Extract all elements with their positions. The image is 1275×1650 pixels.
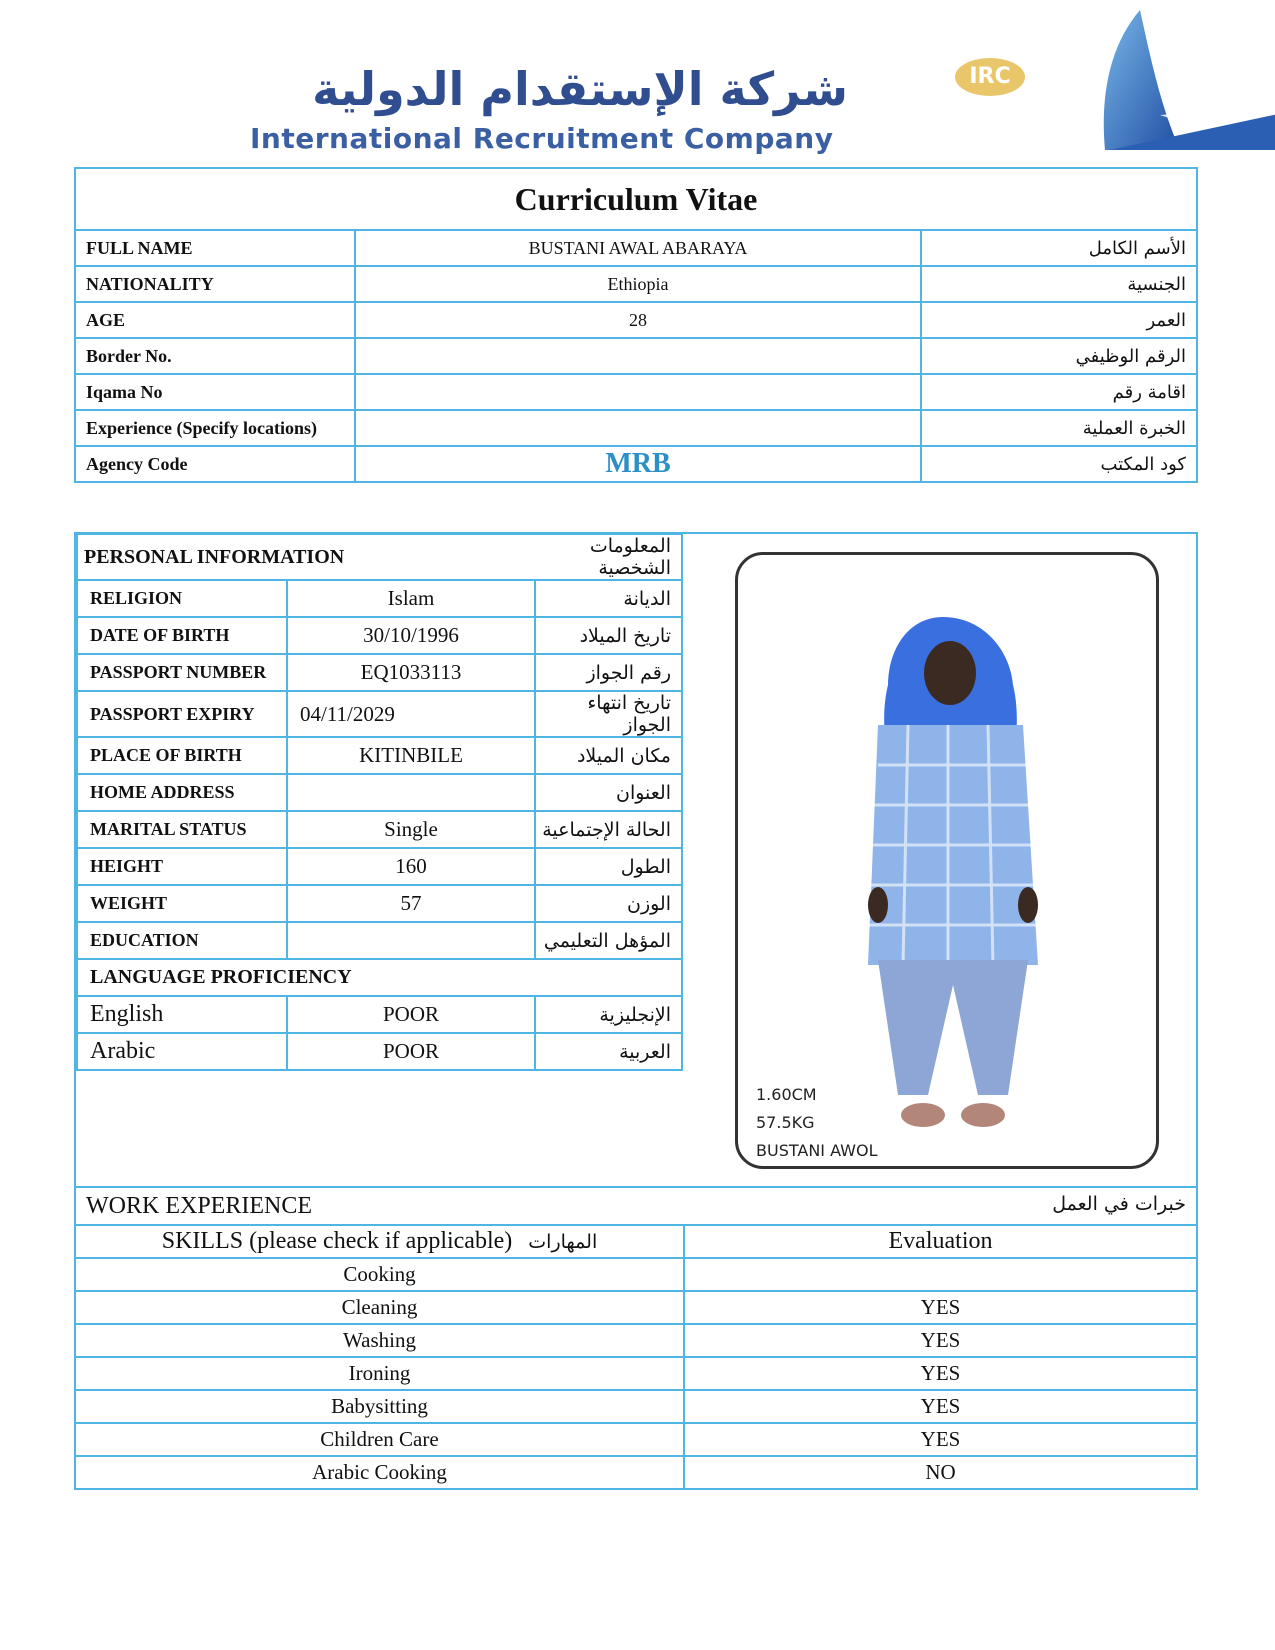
field-label-arabic: المؤهل التعليمي xyxy=(535,922,682,959)
table-row xyxy=(75,374,1197,410)
field-value: EQ1033113 xyxy=(287,654,535,691)
field-value: 30/10/1996 xyxy=(287,617,535,654)
language-level: POOR xyxy=(287,1033,535,1070)
field-label: EDUCATION xyxy=(77,922,287,959)
field-value: Islam xyxy=(287,580,535,617)
field-label: PLACE OF BIRTH xyxy=(77,737,287,774)
table-row xyxy=(75,410,1197,446)
field-label-arabic: الحالة الإجتماعية xyxy=(535,811,682,848)
table-row xyxy=(75,302,1197,338)
field-value: 04/11/2029 xyxy=(287,691,535,737)
field-value: KITINBILE xyxy=(287,737,535,774)
table-row xyxy=(77,996,682,1033)
table-row xyxy=(75,1390,1197,1423)
skill-evaluation: YES xyxy=(684,1390,1197,1423)
field-label-arabic: الرقم الوظيفي xyxy=(921,338,1197,374)
personal-info-heading-arabic: المعلومات الشخصية xyxy=(535,534,682,580)
table-row xyxy=(77,691,682,737)
company-logo xyxy=(240,0,1090,160)
field-label: DATE OF BIRTH xyxy=(77,617,287,654)
photo-caption-weight: 57.5KG xyxy=(756,1113,815,1132)
candidate-figure-icon xyxy=(738,555,1159,1169)
logo-sail-icon xyxy=(860,5,1275,155)
table-row xyxy=(77,617,682,654)
field-label: Agency Code xyxy=(75,446,355,482)
candidate-photo xyxy=(735,552,1159,1169)
work-experience-heading: WORK EXPERIENCE xyxy=(86,1192,312,1219)
table-row xyxy=(77,1033,682,1070)
table-row xyxy=(75,266,1197,302)
language-name: Arabic xyxy=(77,1033,287,1070)
skill-evaluation: YES xyxy=(684,1357,1197,1390)
table-row xyxy=(75,1258,1197,1291)
field-label: Iqama No xyxy=(75,374,355,410)
skill-name: Cooking xyxy=(75,1258,684,1291)
skill-name: Babysitting xyxy=(75,1390,684,1423)
field-label-arabic: الطول xyxy=(535,848,682,885)
table-row xyxy=(77,774,682,811)
skills-heading: SKILLS (please check if applicable) xyxy=(161,1228,513,1254)
table-row xyxy=(77,654,682,691)
language-name-arabic: العربية xyxy=(535,1033,682,1070)
table-row xyxy=(77,885,682,922)
field-value xyxy=(355,374,921,410)
field-label-arabic: العمر xyxy=(921,302,1197,338)
skill-name: Cleaning xyxy=(75,1291,684,1324)
field-label: NATIONALITY xyxy=(75,266,355,302)
field-value: Single xyxy=(287,811,535,848)
field-value xyxy=(287,922,535,959)
field-label-arabic: الوزن xyxy=(535,885,682,922)
field-label: Experience (Specify locations) xyxy=(75,410,355,446)
field-label-arabic: تاريخ انتهاء الجواز xyxy=(535,691,682,737)
field-value: 28 xyxy=(355,302,921,338)
field-label-arabic: الجنسية xyxy=(921,266,1197,302)
field-label-arabic: اقامة رقم xyxy=(921,374,1197,410)
photo-caption-name: BUSTANI AWOL xyxy=(756,1141,878,1160)
page-title: Curriculum Vitae xyxy=(75,168,1197,230)
field-label-arabic: الديانة xyxy=(535,580,682,617)
skill-name: Washing xyxy=(75,1324,684,1357)
table-row xyxy=(77,811,682,848)
language-name: English xyxy=(77,996,287,1033)
table-row xyxy=(77,737,682,774)
skill-evaluation: YES xyxy=(684,1324,1197,1357)
field-label: RELIGION xyxy=(77,580,287,617)
field-label: Border No. xyxy=(75,338,355,374)
field-value: BUSTANI AWAL ABARAYA xyxy=(355,230,921,266)
field-label: MARITAL STATUS xyxy=(77,811,287,848)
language-level: POOR xyxy=(287,996,535,1033)
field-label-arabic: كود المكتب xyxy=(921,446,1197,482)
field-value xyxy=(355,338,921,374)
cv-header-table xyxy=(74,167,1198,483)
company-name-arabic: شركة الإستقدام الدولية xyxy=(312,62,848,116)
skills-heading-arabic: المهارات xyxy=(528,1231,598,1253)
table-row xyxy=(75,1291,1197,1324)
field-label: WEIGHT xyxy=(77,885,287,922)
field-value xyxy=(355,410,921,446)
table-row xyxy=(77,848,682,885)
work-experience-heading-arabic: خبرات في العمل xyxy=(1052,1193,1186,1215)
field-label-arabic: تاريخ الميلاد xyxy=(535,617,682,654)
language-name-arabic: الإنجليزية xyxy=(535,996,682,1033)
photo-caption-height: 1.60CM xyxy=(756,1085,817,1104)
personal-info-heading: PERSONAL INFORMATION xyxy=(77,534,535,580)
table-row xyxy=(75,1324,1197,1357)
field-label-arabic: رقم الجواز xyxy=(535,654,682,691)
field-label-arabic: الأسم الكامل xyxy=(921,230,1197,266)
table-row xyxy=(77,922,682,959)
field-label: HEIGHT xyxy=(77,848,287,885)
field-label: PASSPORT NUMBER xyxy=(77,654,287,691)
skill-evaluation xyxy=(684,1258,1197,1291)
field-label-arabic: مكان الميلاد xyxy=(535,737,682,774)
field-label: PASSPORT EXPIRY xyxy=(77,691,287,737)
skill-name: Ironing xyxy=(75,1357,684,1390)
skill-evaluation: YES xyxy=(684,1291,1197,1324)
field-label: HOME ADDRESS xyxy=(77,774,287,811)
table-row xyxy=(75,1423,1197,1456)
agency-code-value: MRB xyxy=(355,446,921,482)
table-row xyxy=(75,230,1197,266)
field-label: FULL NAME xyxy=(75,230,355,266)
skill-evaluation: YES xyxy=(684,1423,1197,1456)
field-value: Ethiopia xyxy=(355,266,921,302)
skills-heading-cell xyxy=(75,1225,684,1258)
skill-evaluation: NO xyxy=(684,1456,1197,1489)
field-value: 57 xyxy=(287,885,535,922)
field-value: 160 xyxy=(287,848,535,885)
field-value xyxy=(287,774,535,811)
table-row xyxy=(77,580,682,617)
field-label-arabic: الخبرة العملية xyxy=(921,410,1197,446)
personal-info-table xyxy=(76,533,683,1071)
table-row xyxy=(75,1357,1197,1390)
skills-table xyxy=(74,1186,1198,1490)
work-experience-heading-cell xyxy=(75,1187,1197,1225)
table-row xyxy=(75,446,1197,482)
irc-badge: IRC xyxy=(955,58,1025,96)
field-label-arabic: العنوان xyxy=(535,774,682,811)
field-label: AGE xyxy=(75,302,355,338)
evaluation-heading: Evaluation xyxy=(684,1225,1197,1258)
skill-name: Arabic Cooking xyxy=(75,1456,684,1489)
language-proficiency-heading: LANGUAGE PROFICIENCY xyxy=(77,959,682,996)
table-row xyxy=(75,1456,1197,1489)
company-name-english: International Recruitment Company xyxy=(250,122,834,155)
table-row xyxy=(75,338,1197,374)
skill-name: Children Care xyxy=(75,1423,684,1456)
